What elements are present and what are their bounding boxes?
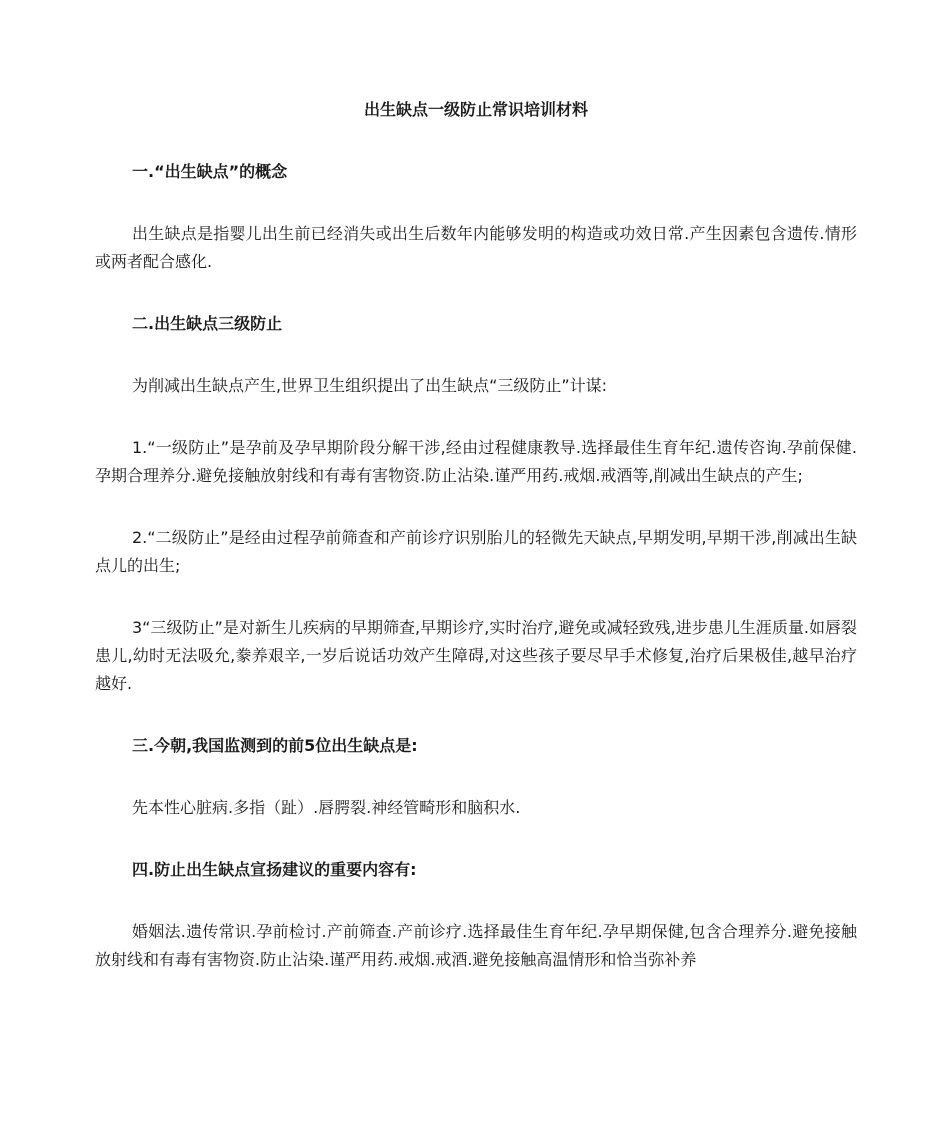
section-3-paragraph-1: 先本性心脏病.多指（趾）.唇腭裂.神经管畸形和脑积水.	[132, 798, 521, 817]
section-4-paragraph-1: 婚姻法.遗传常识.孕前检讨.产前筛查.产前诊疗.选择最佳生育年纪.孕早期保健,包含合理养分.避免接触放射线和有毒有害物资.防止沾染.谨严用药.戒烟.戒酒.避免接触高温情形和恰当弥补养	[95, 922, 857, 969]
section-heading-3: 三.今朝,我国监测到的前5位出生缺点是:	[132, 736, 418, 755]
document-title: 出生缺点一级防止常识培训材料	[363, 100, 588, 119]
section-1-paragraph-1: 出生缺点是指婴儿出生前已经消失或出生后数年内能够发明的构造或功效日常.产生因素包含遗传.情形或两者配合感化.	[95, 224, 857, 271]
section-heading-1: 一.“出生缺点”的概念	[132, 162, 288, 181]
section-2-paragraph-3: 2.“二级防止”是经由过程孕前筛查和产前诊疗识别胎儿的轻微先天缺点,早期发明,早期干涉,削减出生缺点儿的出生;	[95, 528, 857, 575]
section-2-paragraph-4: 3“三级防止”是对新生儿疾病的早期筛查,早期诊疗,实时治疗,避免或减轻致残,进步患儿生涯质量.如唇裂患儿,幼时无法吸允,豢养艰辛,一岁后说话功效产生障碍,对这些孩子要尽早手术修复,治疗后果极佳,越早治疗越好.	[95, 618, 857, 693]
section-2-paragraph-1: 为削减出生缺点产生,世界卫生组织提出了出生缺点“三级防止”计谋:	[132, 376, 608, 395]
section-heading-4: 四.防止出生缺点宣扬建议的重要内容有:	[132, 860, 417, 879]
document-body	[95, 96, 857, 1008]
section-heading-2: 二.出生缺点三级防止	[132, 314, 283, 333]
section-2-paragraph-2: 1.“一级防止”是孕前及孕早期阶段分解干涉,经由过程健康教导.选择最佳生育年纪.遗传咨询.孕前保健.孕期合理养分.避免接触放射线和有毒有害物资.防止沾染.谨严用药.戒烟.戒酒等,削减出生缺点的产生;	[95, 438, 857, 485]
